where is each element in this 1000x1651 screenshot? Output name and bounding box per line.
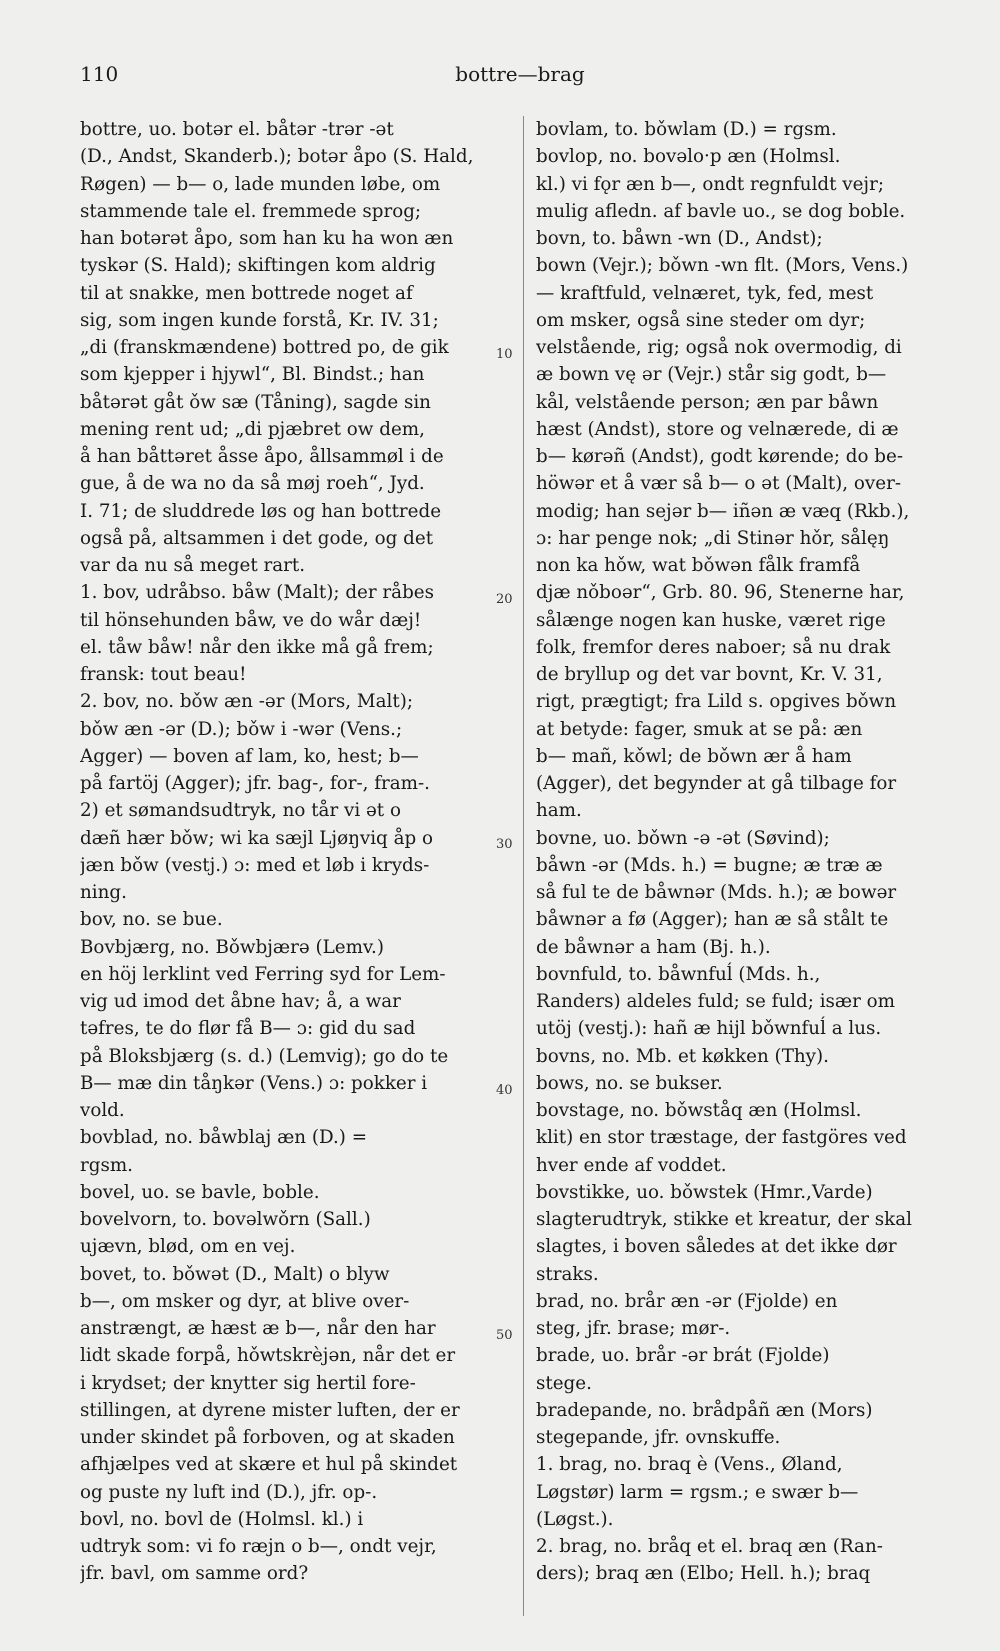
text-line: bovns, no. Mb. et køkken (Thy). (536, 1045, 829, 1067)
text-line: bǒw æn -ər (D.); bǒw i -wər (Vens.; (80, 718, 403, 740)
text-line: å han båttəret åsse åpo, ållsammøl i de (80, 446, 444, 467)
text-line: båwn -ər (Mds. h.) = bugne; æ træ æ (536, 854, 883, 876)
text-line: (Løgst.). (536, 1508, 614, 1530)
text-line: Bovbjærg, no. Bǒwbjærə (Lemv.) (80, 936, 385, 958)
text-line: slagterudtryk, stikke et kreatur, der skal (536, 1209, 912, 1230)
text-line: bovnfuld, to. båwnfuĺ (Mds. h., (536, 963, 821, 985)
text-line: I. 71; de sluddrede løs og han bottrede (80, 500, 442, 522)
text-line: Agger) — boven af lam, ko, hest; b— (80, 745, 419, 767)
text-line: bovne, uo. bǒwn -ə -ət (Søvind); (536, 827, 830, 849)
text-line: bovstage, no. bǒwståq æn (Holmsl. (536, 1100, 862, 1121)
text-line: i krydset; der knytter sig hertil fore- (80, 1372, 416, 1394)
text-line: el. tåw båw! når den ikke må gå frem; (80, 636, 434, 658)
text-line: utöj (vestj.): hañ æ hijl bǒwnfuĺ a lus. (536, 1018, 882, 1040)
text-line: hæst (Andst), store og velnærede, di æ (536, 418, 899, 440)
text-line: bov, no. se bue. (80, 909, 223, 931)
text-line: afhjælpes ved at skære et hul på skindet (80, 1454, 458, 1476)
line-number: 20 (496, 592, 513, 607)
text-line: og puste ny luft ind (D.), jfr. op-. (80, 1481, 378, 1503)
page-header (80, 62, 960, 92)
text-line: rigt, prægtigt; fra Lild s. opgives bǒwn (536, 691, 897, 713)
text-line: Randers) aldeles fuld; se fuld; især om (536, 991, 896, 1012)
text-line: på Bloksbjærg (s. d.) (Lemvig); go do te (80, 1045, 449, 1067)
text-line: om msker, også sine steder om dyr; (536, 309, 866, 331)
text-line: han botərət åpo, som han ku ha won æn (80, 228, 454, 249)
text-line: mening rent ud; „di pjæbret ow dem, (80, 418, 425, 440)
text-line: så ful te de båwnər (Mds. h.); æ bowər (536, 882, 897, 903)
text-line: fransk: tout beau! (80, 664, 247, 685)
text-line: bovlop, no. bovəlo·p æn (Holmsl. (536, 146, 841, 168)
text-line: stegepande, jfr. ovnskuffe. (536, 1427, 781, 1448)
text-line: kål, velstående person; æn par båwn (536, 391, 879, 413)
text-line: bovel, uo. se bavle, boble. (80, 1181, 320, 1203)
text-line: bown (Vejr.); bǒwn -wn flt. (Mors, Vens.) (536, 255, 909, 277)
text-line: bovelvorn, to. bovəlwǒrn (Sall.) (80, 1209, 371, 1230)
text-line: bovblad, no. båwblaj æn (D.) = (80, 1127, 368, 1149)
text-line: b— mañ, kǒwl; de bǒwn ær å ham (536, 745, 852, 767)
text-line: təfres, te do flør få B— ɔ: gid du sad (80, 1018, 416, 1040)
text-line: velstående, rig; også nok overmodig, di (536, 337, 902, 358)
text-line: ham. (536, 800, 582, 822)
text-line: Løgstør) larm = rgsm.; e swær b— (536, 1481, 859, 1503)
line-number: 30 (496, 837, 513, 852)
text-line: 2. bov, no. bǒw æn -ər (Mors, Malt); (80, 691, 414, 713)
text-line: til at snakke, men bottrede noget af (80, 282, 413, 304)
text-line: bows, no. se bukser. (536, 1072, 723, 1094)
left-column (80, 116, 526, 1588)
text-line: — kraftfuld, velnæret, tyk, fed, mest (536, 282, 874, 304)
text-line: anstrængt, æ hæst æ b—, når den har (80, 1318, 436, 1339)
text-line: bovstikke, uo. bǒwstek (Hmr.,Varde) (536, 1181, 873, 1203)
text-line: 1. bov, udråbso. båw (Malt); der råbes (80, 582, 434, 604)
text-line: djæ nǒboər“, Grb. 80. 96, Stenerne har, (536, 582, 905, 604)
text-line: sig, som ingen kunde forstå, Kr. IV. 31; (80, 309, 439, 331)
text-line: 1. brag, no. braq è (Vens., Øland, (536, 1454, 843, 1476)
text-line: lidt skade forpå, hǒwtskrèjən, når det er (80, 1345, 456, 1367)
text-line: båtərət gåt ǒw sæ (Tåning), sagde sin (80, 391, 431, 413)
text-line: jæn bǒw (vestj.) ɔ: med et løb i kryds- (80, 854, 430, 876)
text-line: mulig afledn. af bavle uo., se dog boble. (536, 200, 906, 222)
text-line: bovlam, to. bǒwlam (D.) = rgsm. (536, 119, 837, 140)
text-line: også på, altsammen i det gode, og det (80, 527, 434, 549)
text-line: bradepande, no. brådpåñ æn (Mors) (536, 1399, 873, 1421)
text-line: vig ud imod det åbne hav; å, a war (80, 991, 401, 1012)
text-line: slagtes, i boven således at det ikke dør (536, 1236, 897, 1258)
text-line: brad, no. brår æn -ər (Fjolde) en (536, 1290, 838, 1312)
text-line: gue, å de wa no da så møj roeh“, Jyd. (80, 473, 425, 495)
text-line: de bryllup og det var bovnt, Kr. V. 31, (536, 664, 883, 685)
text-line: höwər et å vær så b— o ət (Malt), over- (536, 473, 901, 495)
text-line: ujævn, blød, om en vej. (80, 1236, 296, 1258)
text-line: at betyde: fager, smuk at se på: æn (536, 718, 863, 740)
text-line: „di (franskmændene) bottred po, de gik (80, 337, 449, 358)
text-line: folk, fremfor deres naboer; så nu drak (536, 636, 891, 658)
text-line: stege. (536, 1372, 592, 1394)
text-line: bovn, to. båwn -wn (D., Andst); (536, 228, 823, 249)
text-line: stillingen, at dyrene mister luften, der er (80, 1399, 460, 1421)
text-line: ning. (80, 882, 127, 903)
text-line: 2. brag, no. bråq et el. braq æn (Ran- (536, 1536, 883, 1557)
text-line: modig; han sejər b— iñən æ væq (Rkb.), (536, 500, 910, 522)
text-line: som kjepper i hjywl“, Bl. Bindst.; han (80, 364, 425, 386)
text-line: båwnər a fø (Agger); han æ så stålt te (536, 909, 889, 931)
text-line: sålænge nogen kan huske, været rige (536, 609, 886, 631)
text-line: B— mæ din tåŋkər (Vens.) ɔ: pokker i (80, 1072, 428, 1094)
text-line: vold. (80, 1100, 125, 1121)
text-line: på fartöj (Agger); jfr. bag-, for-, fram-. (80, 773, 430, 794)
line-number: 10 (496, 347, 513, 362)
text-line: kl.) vi fǫr æn b—, ondt regnfuldt vejr; (536, 173, 884, 195)
text-line: rgsm. (80, 1154, 133, 1176)
text-line: en höj lerklint ved Ferring syd for Lem- (80, 963, 446, 985)
text-line: bottre, uo. botər el. båtər -trər -ət (80, 119, 394, 140)
text-line: æ bown vę ər (Vejr.) står sig godt, b— (536, 364, 887, 386)
text-line: b— kørəñ (Andst), godt kørende; do be- (536, 446, 904, 467)
text-line: til hönsehunden båw, ve do wår dæj! (80, 609, 422, 631)
right-column (536, 116, 982, 1588)
line-number: 40 (496, 1083, 513, 1098)
text-line: ɔ: har penge nok; „di Stinər hǒr, sålęŋ (536, 527, 890, 549)
text-line: bovet, to. bǒwət (D., Malt) o blyw (80, 1263, 390, 1285)
running-title: bottre—brag (455, 62, 585, 86)
text-line: jfr. bavl, om samme ord? (80, 1563, 309, 1585)
text-line: non ka hǒw, wat bǒwən fålk framfå (536, 555, 861, 576)
text-line: b—, om msker og dyr, at blive over- (80, 1290, 410, 1312)
text-line: brade, uo. brår -ər brát (Fjolde) (536, 1345, 830, 1367)
text-line: stammende tale el. fremmede sprog; (80, 200, 422, 222)
text-line: dæñ hær bǒw; wi ka sæjl Ljøŋviq åp o (80, 827, 433, 849)
text-line: (D., Andst, Skanderb.); botər åpo (S. Hald, (80, 146, 474, 168)
text-line: (Agger), det begynder at gå tilbage for (536, 773, 897, 794)
line-number: 50 (496, 1328, 513, 1343)
text-line: de båwnər a ham (Bj. h.). (536, 936, 771, 958)
text-line: var da nu så meget rart. (80, 555, 306, 576)
text-line: tyskər (S. Hald); skiftingen kom aldrig (80, 255, 436, 277)
text-line: udtryk som: vi fo ræjn o b—, ondt vejr, (80, 1536, 437, 1557)
column-divider (523, 116, 524, 1616)
text-line: steg, jfr. brase; mør-. (536, 1318, 731, 1339)
text-line: Røgen) — b— o, lade munden løbe, om (80, 173, 441, 195)
text-line: ders); braq æn (Elbo; Hell. h.); braq (536, 1563, 871, 1585)
text-line: straks. (536, 1263, 599, 1285)
text-line: bovl, no. bovl de (Holmsl. kl.) i (80, 1508, 364, 1530)
text-line: 2) et sømandsudtryk, no tår vi ət o (80, 800, 401, 822)
page-number: 110 (80, 62, 119, 86)
text-line: klit) en stor træstage, der fastgöres ved (536, 1127, 907, 1149)
text-line: hver ende af voddet. (536, 1154, 727, 1176)
text-line: under skindet på forboven, og at skaden (80, 1427, 455, 1448)
